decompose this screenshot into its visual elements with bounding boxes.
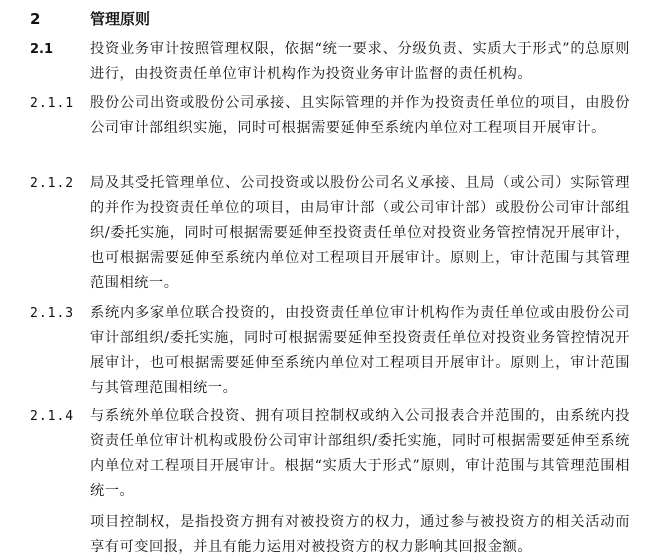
heading-number: 2 — [30, 10, 41, 28]
section-text: 股份公司出资或股份公司承接、且实际管理的并作为投资责任单位的项目，由股份公司审计部组织实施，同时可根据需要延伸至系统内单位对工程项目开展审计。 — [90, 95, 630, 136]
section-number: 2.1.1 — [30, 96, 75, 111]
section-number: 2.1.3 — [30, 306, 75, 321]
section-number: 2.1.4 — [30, 409, 75, 424]
section-text: 系统内多家单位联合投资的，由投资责任单位审计机构作为责任单位或由股份公司审计部组织/委托实施，同时可根据需要延伸至投资责任单位对投资业务管控情况开展审计，也可根据需要延伸至系统内单位对工程项目开展审计。原则上，审计范围与其管理范围相统一。 — [90, 305, 630, 396]
section-2-1-1 — [30, 91, 630, 141]
section-2-1-2 — [30, 171, 630, 296]
section-text: 与系统外单位联合投资、拥有项目控制权或纳入公司报表合并范围的，由系统内投资责任单位审计机构或股份公司审计部组织/委托实施，同时可根据需要延伸至系统内单位对工程项目开展审计。根据“实质大于形式”原则，审计范围与其管理范围相统一。 — [90, 408, 630, 499]
section-number: 2.1.2 — [30, 176, 75, 191]
note-text: 项目控制权，是指投资方拥有对被投资方的权力，通过参与被投资方的相关活动而享有可变回报，并且有能力运用对被投资方的权力影响其回报金额。 — [90, 514, 630, 555]
section-2-1-3 — [30, 301, 630, 401]
section-2-1 — [30, 37, 630, 87]
section-2-1-4 — [30, 404, 630, 504]
heading-title: 管理原则 — [90, 10, 151, 28]
note-paragraph — [30, 510, 630, 560]
section-text: 局及其受托管理单位、公司投资或以股份公司名义承接、且局（或公司）实际管理的并作为投资责任单位的项目，由局审计部（或公司审计部）或股份公司审计部组织/委托实施，同时可根据需要延伸至投资责任单位对投资业务管控情况开展审计，也可根据需要延伸至系统内单位对工程项目开展审计。原则上，审计范围与其管理范围相统一。 — [90, 175, 630, 291]
section-text: 投资业务审计按照管理权限，依据“统一要求、分级负责、实质大于形式”的总原则进行，由投资责任单位审计机构作为投资业务审计监督的责任机构。 — [90, 41, 630, 82]
section-number: 2.1 — [30, 42, 54, 57]
